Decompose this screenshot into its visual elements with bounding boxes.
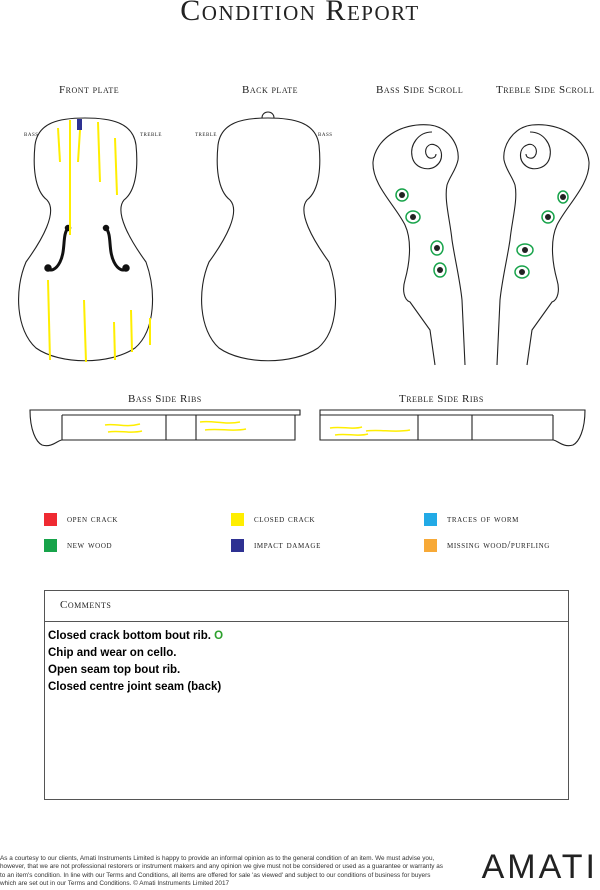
legend-swatch (424, 513, 437, 526)
legend-open-crack (44, 513, 118, 526)
comment-text: Closed crack bottom bout rib. (48, 630, 211, 642)
legend-swatch (231, 513, 244, 526)
legend-traces-of-worm (424, 513, 519, 526)
bass-scroll-outline (373, 125, 465, 365)
back-plate-outline (202, 118, 336, 361)
footer-disclaimer: As a courtesy to our clients, Amati Instruments Limited is happy to provide an informal opinion as to the general condition of an item. We must advise you, however, that we are not professional restorers or instrument makers and any opinion we give must not be considered or used as a guarantee or warranty as to an item's condition. In line with our Terms and Conditions, all items are offered for sale 'as viewed' and subject to our conditions of business for buyers which are set out in our Terms and Conditions. © Amati Instruments Limited 2017 (0, 855, 443, 888)
comments-body (45, 622, 568, 696)
front-plate-impact-damage (77, 119, 82, 130)
legend-impact-damage (231, 539, 321, 552)
comments-box (44, 590, 569, 800)
front-plate-label: Front plate (59, 84, 120, 96)
legend-closed-crack (231, 513, 315, 526)
back-button (262, 112, 274, 118)
bass-ribs-label: Bass Side Ribs (128, 393, 202, 405)
comments-heading: Comments (45, 591, 568, 622)
legend-swatch (44, 539, 57, 552)
legend-swatch (231, 539, 244, 552)
legend-label: new wood (67, 540, 113, 551)
treble-scroll-outline (497, 125, 589, 365)
page-title: Condition Report (180, 0, 420, 27)
legend-new-wood (44, 539, 112, 552)
bass-ribs-outline (30, 410, 300, 446)
front-treble-label: treble (140, 130, 162, 138)
rib-closed-cracks (105, 422, 410, 436)
front-bass-label: bass (24, 130, 39, 138)
legend-swatch (44, 513, 57, 526)
back-plate-label: Back plate (242, 84, 298, 96)
back-bass-label: bass (318, 130, 333, 138)
legend-label: traces of worm (447, 514, 519, 525)
amati-logo: AMATI (481, 848, 598, 886)
new-wood-mark: O (214, 630, 224, 642)
legend-label: missing wood/purfling (447, 540, 550, 551)
comment-line: Chip and wear on cello. (48, 647, 177, 659)
legend-label: open crack (67, 514, 119, 525)
legend-label: closed crack (254, 514, 316, 525)
comment-line: Open seam top bout rib. (48, 664, 181, 676)
legend-missing-wood (424, 539, 550, 552)
treble-ribs-label: Treble Side Ribs (399, 393, 484, 405)
scroll-pegholes (399, 192, 566, 275)
back-treble-label: treble (195, 130, 217, 138)
scroll-new-wood (396, 189, 568, 278)
comment-line (48, 628, 568, 645)
f-holes (45, 226, 129, 272)
bass-scroll-volute (412, 132, 442, 169)
bass-scroll-label: Bass Side Scroll (376, 84, 464, 96)
treble-scroll-label: Treble Side Scroll (496, 84, 595, 96)
treble-scroll-volute (520, 132, 550, 169)
legend-swatch (424, 539, 437, 552)
comment-line: Closed centre joint seam (back) (48, 681, 222, 693)
legend-label: impact damage (254, 540, 321, 551)
